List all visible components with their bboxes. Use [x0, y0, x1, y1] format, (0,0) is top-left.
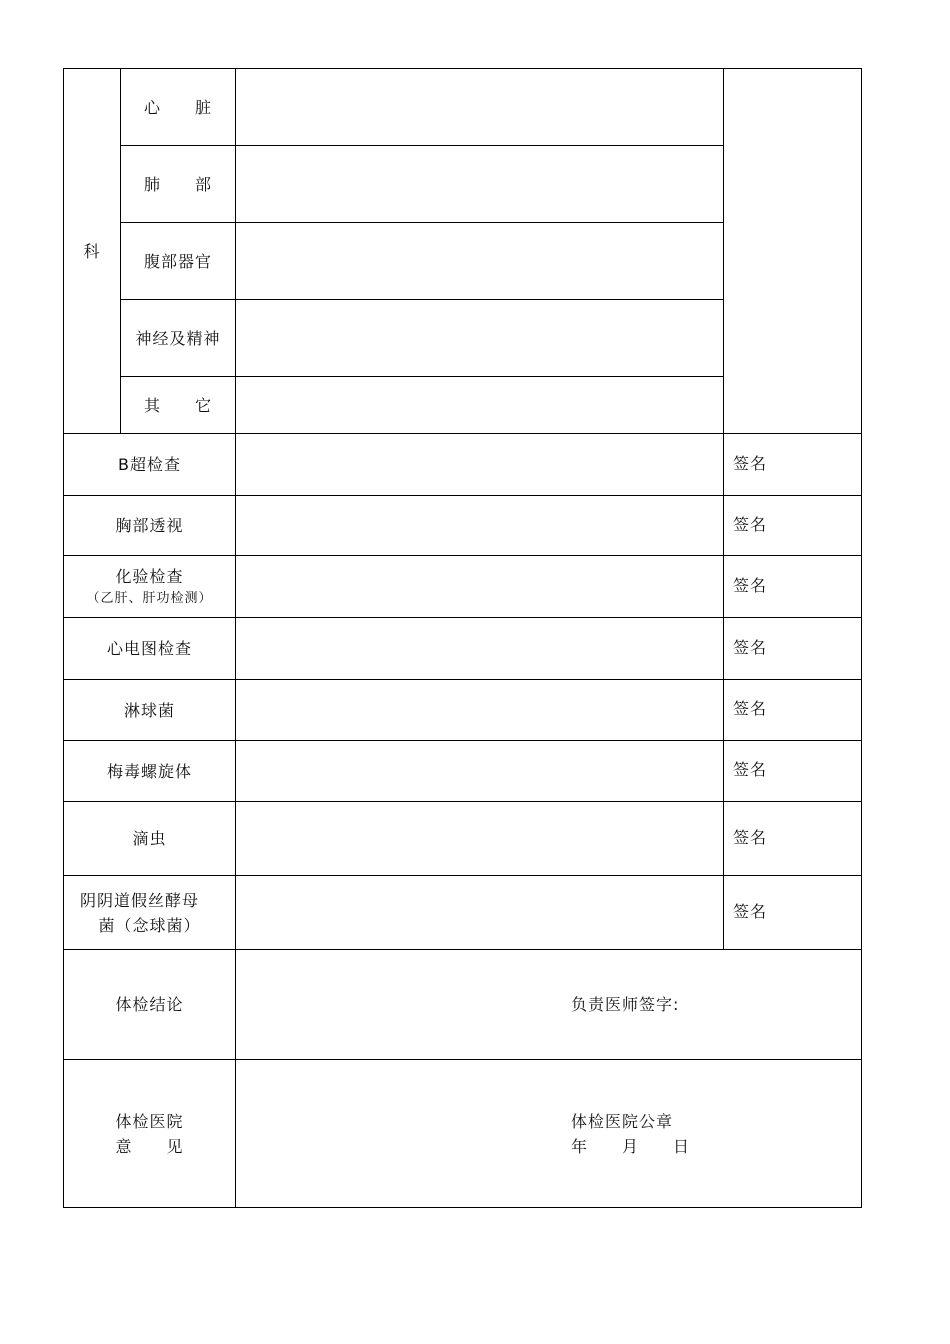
hospital-opinion-field[interactable]: [236, 1060, 861, 1207]
exam-row-label: [64, 556, 235, 617]
exam-item-label: 心 脏: [143, 97, 212, 117]
exam-row-label-text: 滴虫: [132, 829, 167, 848]
exam-row-label: [64, 434, 235, 495]
hospital-seal-label: 体检医院公章: [571, 1112, 674, 1131]
doctor-sign-label: 负责医师签字:: [571, 995, 680, 1014]
table-border-bottom: [63, 1207, 862, 1208]
exam-item-label: 其 它: [143, 395, 212, 415]
dept-label-text: 科: [83, 241, 101, 261]
exam-item-label: 神经及精神: [135, 328, 221, 348]
exam-row-label: [64, 618, 235, 679]
exam-row-label-text: 淋球菌: [123, 700, 175, 720]
conclusion-label: [64, 950, 235, 1059]
exam-row-label-text: 胸部透视: [115, 516, 184, 535]
surgery-sign-field[interactable]: [724, 69, 861, 433]
result-field[interactable]: [236, 434, 723, 495]
sign-label: 签名: [733, 515, 768, 534]
date-label: 年 月 日: [571, 1137, 691, 1156]
sign-label: 签名: [733, 454, 768, 473]
exam-item-nervous: [121, 300, 235, 376]
hospital-opinion-label: [64, 1060, 235, 1207]
exam-item-heart: [121, 69, 235, 145]
exam-item-label: 腹部器官: [143, 251, 212, 271]
result-field[interactable]: [236, 876, 723, 949]
exam-item-lungs: [121, 146, 235, 222]
exam-row-label-text: 心电图检查: [106, 639, 192, 658]
result-field-nervous[interactable]: [236, 300, 723, 376]
exam-item-label: 肺 部: [143, 174, 212, 194]
sign-label: 签名: [733, 828, 768, 847]
exam-row-label: [64, 741, 235, 801]
exam-row-sublabel: 菌（念球菌）: [98, 915, 201, 935]
result-field[interactable]: [236, 802, 723, 875]
result-field-heart[interactable]: [236, 69, 723, 145]
exam-row-label-text: 化验检查: [115, 567, 184, 586]
result-field[interactable]: [236, 496, 723, 555]
exam-row-label-text: 梅毒螺旋体: [106, 761, 192, 781]
sign-label: 签名: [733, 638, 768, 657]
exam-row-label: [64, 802, 235, 875]
exam-item-other: [121, 377, 235, 433]
result-field[interactable]: [236, 741, 723, 801]
conclusion-field[interactable]: [236, 950, 861, 1059]
result-field[interactable]: [236, 680, 723, 740]
sign-label: 签名: [733, 699, 768, 718]
dept-label: [64, 69, 120, 433]
conclusion-label-text: 体检结论: [115, 995, 184, 1014]
sign-label: 签名: [733, 760, 768, 779]
hospital-opinion-label-line1: 体检医院: [115, 1111, 184, 1131]
exam-row-label-text: B超检查: [118, 455, 181, 474]
exam-item-abdomen: [121, 223, 235, 299]
exam-row-label: [64, 496, 235, 555]
sign-label: 签名: [733, 576, 768, 595]
result-field-other[interactable]: [236, 377, 723, 433]
result-field[interactable]: [236, 618, 723, 679]
exam-row-label-text: 阴阴道假丝酵母: [79, 890, 199, 910]
exam-row-sublabel: （乙肝、肝功检测）: [86, 591, 213, 606]
table-border-right: [861, 68, 862, 1208]
hospital-opinion-label-line2: 意 见: [115, 1136, 184, 1156]
result-field-abdomen[interactable]: [236, 223, 723, 299]
exam-row-label: [64, 680, 235, 740]
result-field-lungs[interactable]: [236, 146, 723, 222]
exam-row-label: [52, 876, 227, 949]
result-field[interactable]: [236, 556, 723, 617]
sign-label: 签名: [733, 902, 768, 921]
